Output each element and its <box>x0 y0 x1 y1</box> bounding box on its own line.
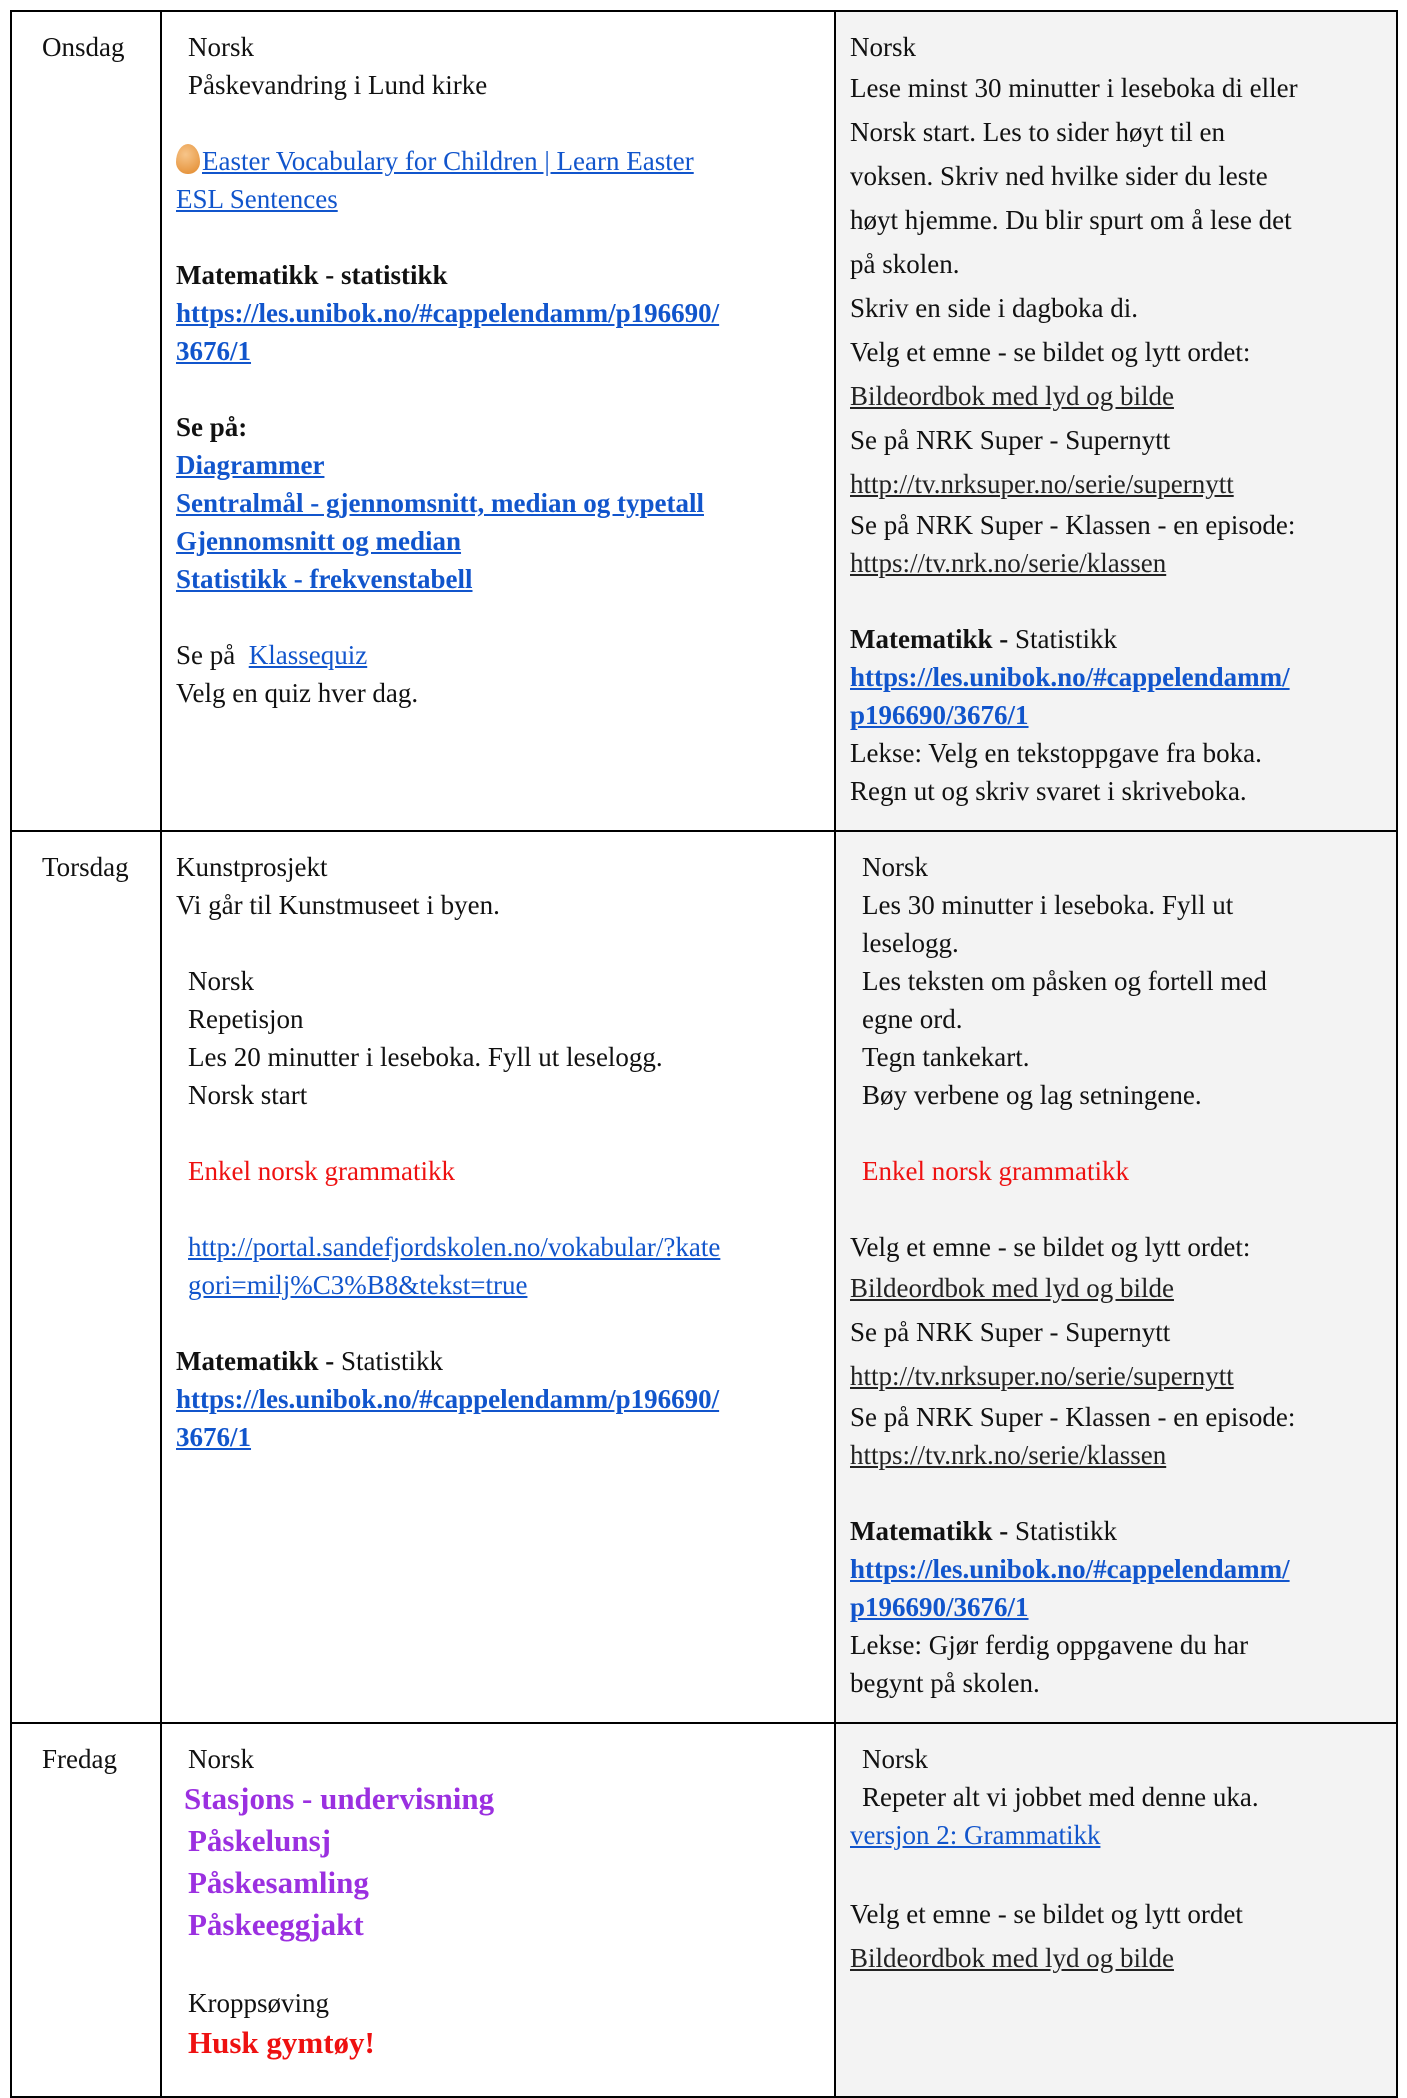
purple-item: Påskesamling <box>188 1865 369 1900</box>
supernytt-label: Se på NRK Super - Supernytt <box>850 1317 1171 1347</box>
row-fredag <box>11 1723 1397 2097</box>
home-text-line: voksen. Skriv ned hvilke sider du leste <box>850 161 1268 191</box>
home-text-line: Skriv en side i dagboka di. <box>850 293 1138 323</box>
home-cell-fredag <box>835 1723 1397 2097</box>
norsk-start-text: Norsk start <box>188 1080 308 1110</box>
klassequiz-link[interactable]: Klassequiz <box>248 640 368 670</box>
les-text: Les 20 minutter i leseboka. Fyll ut leselogg. <box>188 1042 663 1072</box>
row-torsdag <box>11 831 1397 1723</box>
math-heading: Matematikk - Statistikk <box>176 1346 443 1376</box>
subject-norsk: Norsk <box>188 966 254 996</box>
home-text-line: Lese minst 30 minutter i leseboka di eller <box>850 73 1298 103</box>
home-text-line: Norsk start. Les to sider høyt til en <box>850 117 1225 147</box>
bildeordbok-link[interactable]: Bildeordbok med lyd og bilde <box>850 381 1174 411</box>
subject-norsk: Norsk <box>188 32 254 62</box>
portal-link-cont[interactable]: gori=milj%C3%B8&tekst=true <box>188 1270 528 1300</box>
subject-norsk: Norsk <box>850 32 916 62</box>
husk-gymtoy-text: Husk gymtøy! <box>188 2025 375 2060</box>
purple-item: Påskeeggjakt <box>188 1907 364 1942</box>
home-text-line: Tegn tankekart. <box>862 1042 1030 1072</box>
versjon-link[interactable]: versjon 2: Grammatikk <box>850 1820 1101 1850</box>
home-text-line: Velg et emne - se bildet og lytt ordet: <box>850 337 1251 367</box>
home-text-line: Les 30 minutter i leseboka. Fyll ut <box>862 890 1234 920</box>
portal-link[interactable]: http://portal.sandefjordskolen.no/vokabular/?kate <box>188 1232 721 1262</box>
day-cell: Onsdag <box>11 11 161 831</box>
unibok-link[interactable]: https://les.unibok.no/#cappelendamm/p196690/ <box>176 1384 720 1414</box>
velg-emne-text: Velg et emne - se bildet og lytt ordet: <box>850 1232 1251 1262</box>
day-cell: Torsdag <box>11 831 161 1723</box>
velg-emne-text: Velg et emne - se bildet og lytt ordet <box>850 1899 1243 1929</box>
unibok-link-cont[interactable]: 3676/1 <box>176 336 252 366</box>
purple-item: Påskelunsj <box>188 1823 331 1858</box>
unibok-link-cont[interactable]: p196690/3676/1 <box>850 1592 1029 1622</box>
lekse-text: Regn ut og skriv svaret i skriveboka. <box>850 776 1247 806</box>
klassen-label: Se på NRK Super - Klassen - en episode: <box>850 1402 1296 1432</box>
quiz-note: Velg en quiz hver dag. <box>176 678 419 708</box>
egg-icon <box>176 144 200 174</box>
row-onsdag <box>11 11 1397 831</box>
home-text-line: leselogg. <box>862 928 959 958</box>
supernytt-link[interactable]: http://tv.nrksuper.no/serie/supernytt <box>850 469 1234 499</box>
quiz-line: Se på Klassequiz <box>176 640 368 670</box>
subject-norsk: Norsk <box>188 1744 254 1774</box>
bildeordbok-link[interactable]: Bildeordbok med lyd og bilde <box>850 1273 1174 1303</box>
project-title: Kunstprosjekt <box>176 852 328 882</box>
school-cell-onsdag <box>161 11 835 831</box>
home-text-line: høyt hjemme. Du blir spurt om å lese det <box>850 205 1292 235</box>
home-cell-torsdag <box>835 831 1397 1723</box>
lekse-text: Lekse: Gjør ferdig oppgavene du har <box>850 1630 1249 1660</box>
link-gjennomsnitt[interactable]: Gjennomsnitt og median <box>176 526 462 556</box>
link-sentralmaal[interactable]: Sentralmål - gjennomsnitt, median og typetall <box>176 488 704 518</box>
klassen-link[interactable]: https://tv.nrk.no/serie/klassen <box>850 1440 1167 1470</box>
klassen-label: Se på NRK Super - Klassen - en episode: <box>850 510 1296 540</box>
home-text-line: Bøy verbene og lag setningene. <box>862 1080 1202 1110</box>
lekse-text: Lekse: Velg en tekstoppgave fra boka. <box>850 738 1262 768</box>
unibok-link-cont[interactable]: 3676/1 <box>176 1422 252 1452</box>
repetisjon-text: Repetisjon <box>188 1004 304 1034</box>
easter-vocab-link[interactable]: Easter Vocabulary for Children | Learn Easter <box>202 146 694 176</box>
link-frekvenstabell[interactable]: Statistikk - frekvenstabell <box>176 564 473 594</box>
subject-norsk: Norsk <box>862 1744 928 1774</box>
day-cell: Fredag <box>11 1723 161 2097</box>
kropp-text: Kroppsøving <box>188 1988 329 2018</box>
grammatikk-text: Enkel norsk grammatikk <box>862 1156 1129 1186</box>
school-cell-fredag <box>161 1723 835 2097</box>
activity-text: Påskevandring i Lund kirke <box>188 70 488 100</box>
unibok-link[interactable]: https://les.unibok.no/#cappelendamm/p196690/ <box>176 298 720 328</box>
home-text-line: Les teksten om påsken og fortell med <box>862 966 1267 996</box>
math-heading: Matematikk - Statistikk <box>850 624 1117 654</box>
school-cell-torsdag <box>161 831 835 1723</box>
lekse-text: begynt på skolen. <box>850 1668 1040 1698</box>
easter-vocab-line <box>176 142 820 180</box>
supernytt-label: Se på NRK Super - Supernytt <box>850 425 1171 455</box>
supernytt-link[interactable]: http://tv.nrksuper.no/serie/supernytt <box>850 1361 1234 1391</box>
math-heading: Matematikk - statistikk <box>176 260 448 290</box>
subject-norsk: Norsk <box>862 852 928 882</box>
repeter-text: Repeter alt vi jobbet med denne uka. <box>862 1782 1259 1812</box>
bildeordbok-link[interactable]: Bildeordbok med lyd og bilde <box>850 1943 1174 1973</box>
link-diagrammer[interactable]: Diagrammer <box>176 450 325 480</box>
se-paa-heading: Se på: <box>176 412 248 442</box>
math-heading: Matematikk - Statistikk <box>850 1516 1117 1546</box>
unibok-link[interactable]: https://les.unibok.no/#cappelendamm/ <box>850 1554 1290 1584</box>
project-note: Vi går til Kunstmuseet i byen. <box>176 890 500 920</box>
home-text-line: på skolen. <box>850 249 960 279</box>
unibok-link-cont[interactable]: p196690/3676/1 <box>850 700 1029 730</box>
home-text-line: egne ord. <box>862 1004 963 1034</box>
grammatikk-text: Enkel norsk grammatikk <box>188 1156 455 1186</box>
unibok-link[interactable]: https://les.unibok.no/#cappelendamm/ <box>850 662 1290 692</box>
klassen-link[interactable]: https://tv.nrk.no/serie/klassen <box>850 548 1167 578</box>
home-cell-onsdag <box>835 11 1397 831</box>
weekly-plan-table <box>10 10 1398 2098</box>
purple-item: Stasjons - undervisning <box>184 1781 495 1816</box>
easter-vocab-link-cont[interactable]: ESL Sentences <box>176 184 338 214</box>
